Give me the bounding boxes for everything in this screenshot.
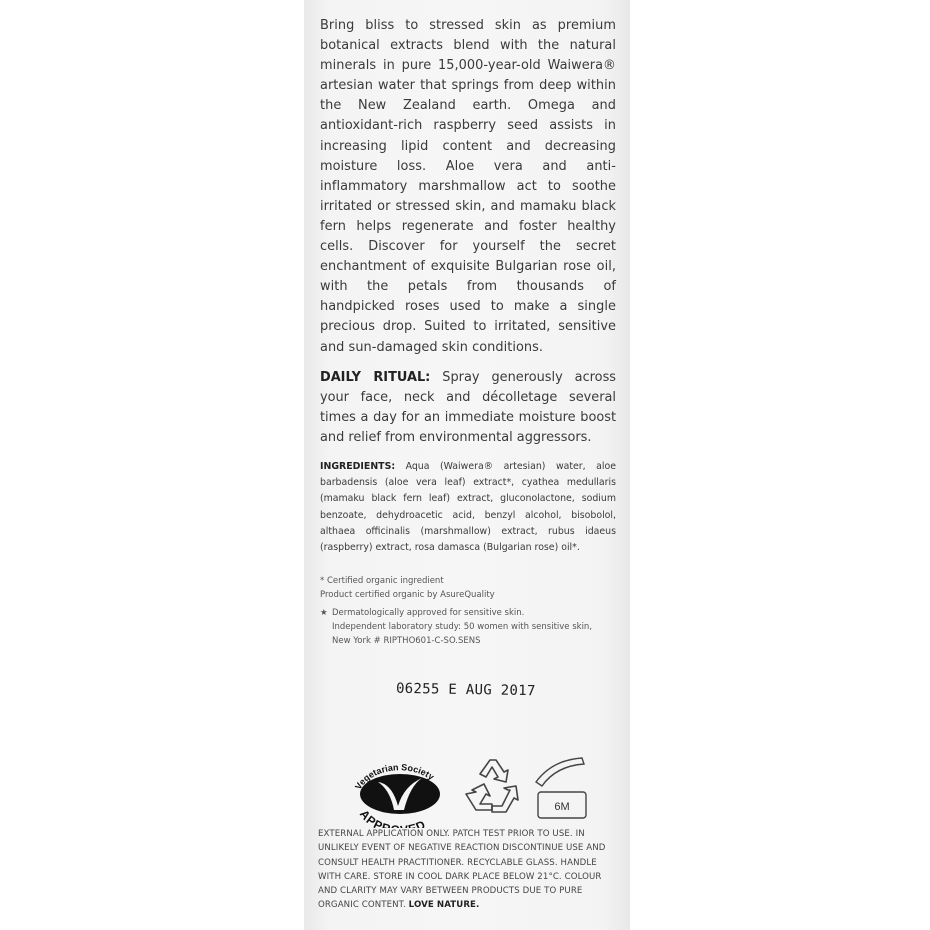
warning-text (318, 827, 618, 913)
product-description: Bring bliss to stressed skin as premium botanical extracts blend with the natural minerals in pure 15,000-year-old Waiwera® artesian water that springs from deep within the New Zealand earth. Omega and antioxidant-rich raspberry seed assists in increasing lipid content and decreasing moisture loss. Aloe vera and anti-inflammatory marshmallow act to soothe irritated or stressed skin, and mamaku black fern helps regenerate and foster healthy cells. Discover for yourself the secret enchantment of exquisite Bulgarian rose oil, with the petals from thousands of handpicked roses used to make a single precious drop. Suited to irritated, sensitive and sun-damaged skin conditions. (320, 18, 616, 355)
vegetarian-society-approved-icon (353, 762, 440, 828)
ingredients-text: Aqua (Waiwera® artesian) water, aloe barbadensis (aloe vera leaf) extract*, cyathea medullaris (mamaku black fern leaf) extract, gluconolactone, sodium benzoate, dehydroacetic acid, benzyl alcohol, bisobolol, althaea officinalis (marshmallow) extract, rubus idaeus (raspberry) extract, rosa damasca (Bulgarian rose) oil*. (320, 461, 616, 554)
vegetarian-bottom-text: APP D (356, 807, 429, 828)
recycle-icon (466, 760, 518, 812)
dermatology-note-line-1: Dermatologically approved for sensitive skin. (332, 608, 525, 618)
daily-ritual-label: DAILY RITUAL: (320, 370, 431, 385)
ingredients-paragraph (320, 459, 616, 556)
organic-note (320, 574, 616, 602)
love-nature-tagline: LOVE NATURE. (408, 900, 480, 911)
vegetarian-top-text: Vegetarian Society (353, 762, 436, 792)
organic-note-line-2: Product certified organic by AsureQuality (320, 590, 495, 601)
organic-note-line-1: * Certified organic ingredient (320, 576, 444, 586)
star-icon: ★ (320, 608, 328, 618)
warning-body: EXTERNAL APPLICATION ONLY. PATCH TEST PRIOR TO USE. IN UNLIKELY EVENT OF NEGATIVE REACTION DISCONTINUE USE AND CONSULT HEALTH PRACTITIONER. RECYCLABLE GLASS. HANDLE WITH CARE. STORE IN COOL DARK PLACE BELOW 21°C. COLOUR AND CLARITY MAY VARY BETWEEN PRODUCTS DUE TO PURE ORGANIC CONTENT. (318, 829, 606, 911)
dermatology-note-line-2: Independent laboratory study: 50 women with sensitive skin, (332, 622, 593, 633)
daily-ritual-paragraph (320, 368, 616, 448)
ingredients-label: INGREDIENTS: (320, 461, 396, 472)
batch-code: 06255 E AUG 2017 (395, 680, 536, 700)
dermatology-note (320, 606, 616, 649)
pao-label: 6M (554, 801, 570, 813)
product-label-panel (304, 0, 630, 930)
certification-icons (320, 752, 616, 828)
dermatology-note-line-3: New York # RIPTHO601-C-SO.SENS (332, 636, 481, 647)
period-after-opening-icon (536, 758, 586, 818)
daily-ritual-text: Spray generously across your face, neck and décolletage several times a day for an immediate moisture boost and relief from environmental aggressors. (320, 370, 616, 446)
